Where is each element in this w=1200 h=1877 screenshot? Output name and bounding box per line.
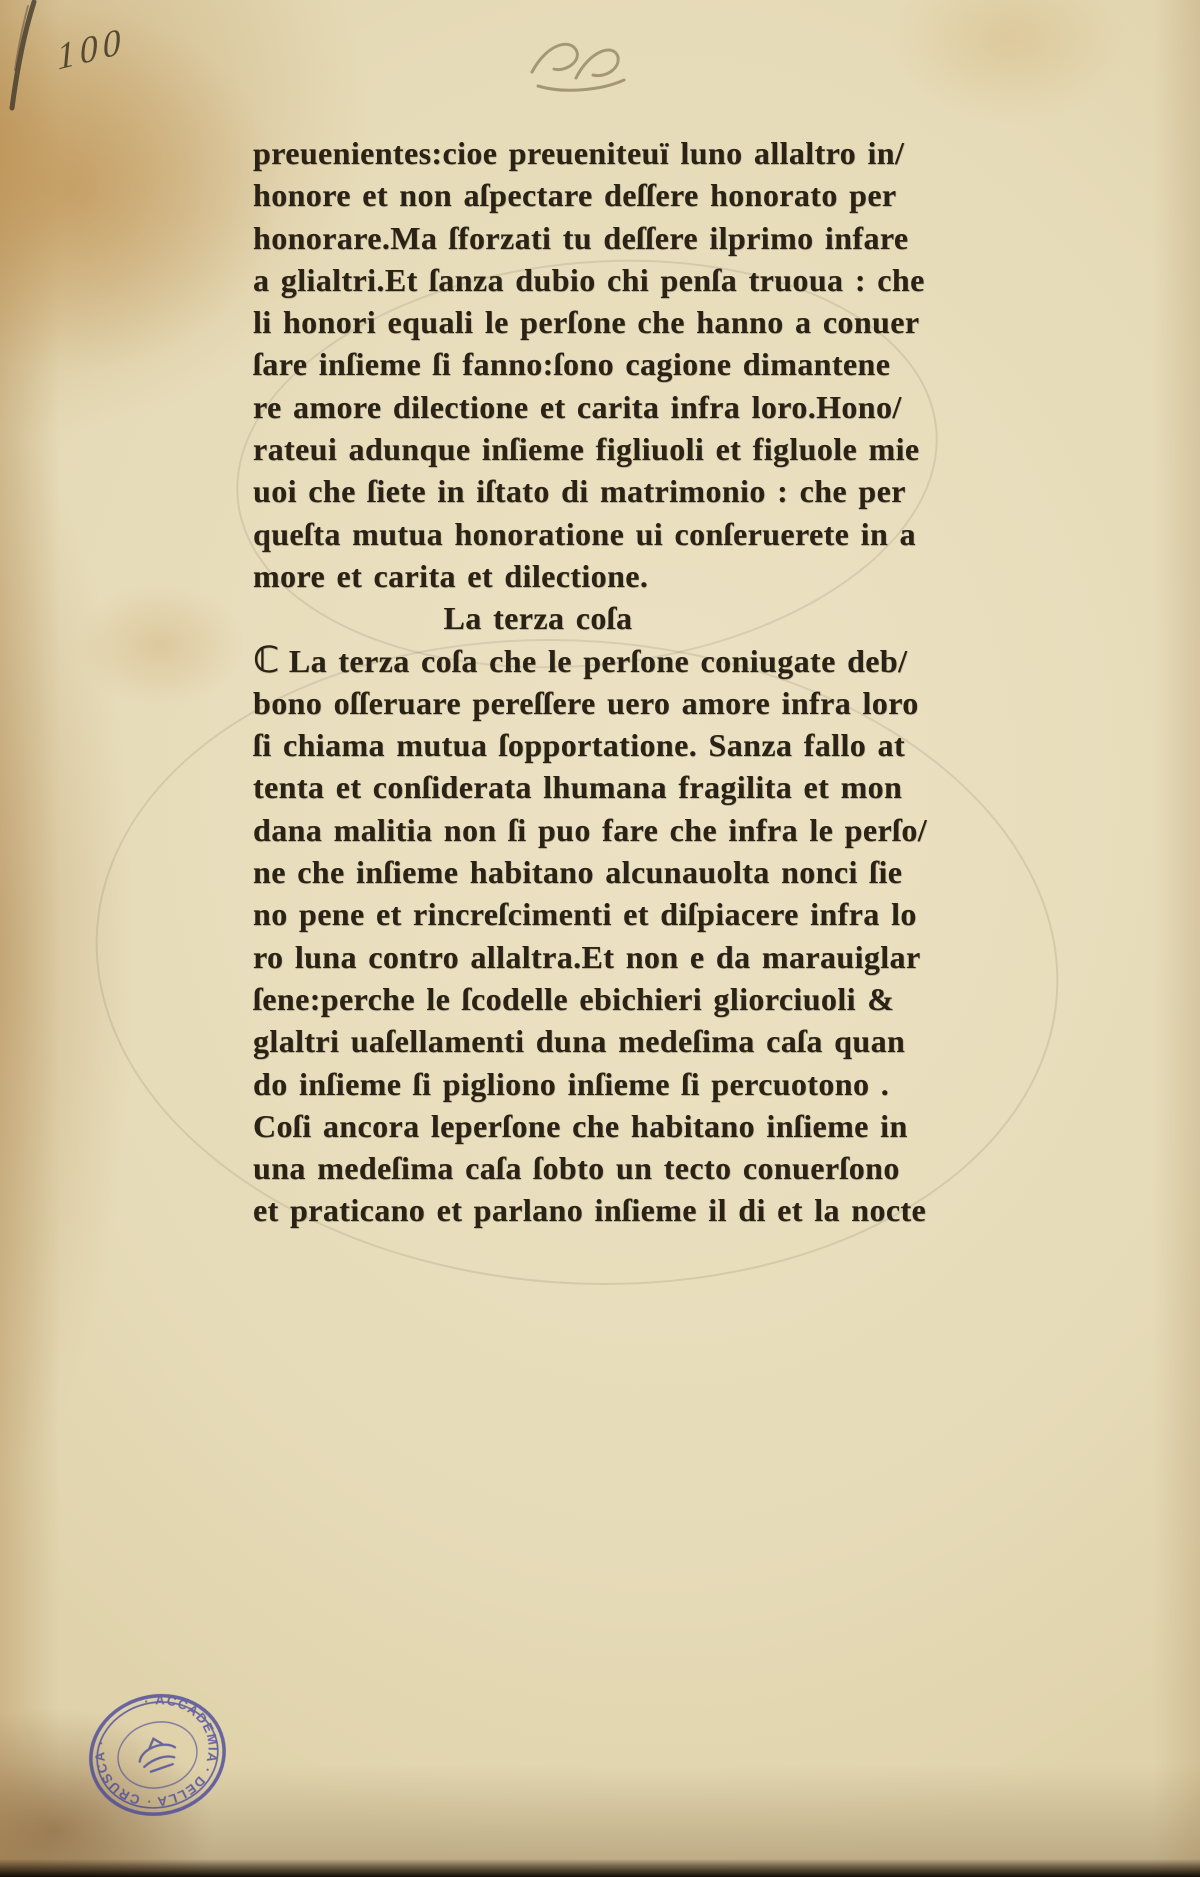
text-line: a glialtri.Et ſanza dubio chi penſa truoua : che [253, 261, 925, 298]
text-line: uoi che ſiete in iſtato di matrimonio : che per [253, 473, 906, 510]
folio-number: 100 [55, 20, 127, 79]
text-line: more et carita et dilectione. [253, 557, 649, 594]
handwritten-mark [520, 30, 640, 100]
text-block [253, 132, 953, 1232]
text-line: rateui adunque inſieme figliuoli et figluole mie [253, 431, 920, 468]
text-line: ſi chiama mutua ſopportatione. Sanza fallo at [253, 727, 906, 764]
text-line: ſare inſieme ſi fanno:ſono cagione dimantene [253, 346, 891, 383]
text-line: do inſieme ſi pigliono inſieme ſi percuotono . [253, 1065, 890, 1102]
text-line: no pene et rincreſcimenti et diſpiacere infra lo [253, 896, 917, 933]
text-line: dana malitia non ſi puo fare che infra le perſo/ [253, 811, 928, 848]
text-line: honore et non aſpectare deſſere honorato per [253, 177, 897, 214]
text-line: ſene:perche le ſcodelle ebichieri gliorciuoli & [253, 980, 895, 1017]
text-line: una medeſima caſa ſobto un tecto conuerſono [253, 1150, 900, 1187]
text-line: li honori equali le perſone che hanno a conuer [253, 304, 920, 341]
svg-text:· ACCADEMIA · DELLA · CRUSCA · [80, 1679, 234, 1823]
text-line: ne che inſieme habitano alcunauolta nonci ſie [253, 854, 903, 891]
stamp-emblem-icon [135, 1734, 179, 1774]
paragraph-mark-icon: ℂ [253, 639, 280, 681]
text-line-content: La terza coſa che le perſone coniugate deb/ [288, 642, 908, 679]
text-line: tenta et conſiderata lhumana fragilita et mon [253, 769, 903, 806]
text-line [253, 640, 953, 682]
text-line: preuenientes:cioe preueniteuï luno allaltro in/ [253, 135, 905, 171]
section-heading: La terza coſa [443, 600, 633, 637]
scan-bottom-edge [0, 1859, 1200, 1877]
text-line: honorare.Ma ſforzati tu deſſere ilprimo infare [253, 219, 909, 256]
stamp-text: · ACCADEMIA · DELLA · CRUSCA · [92, 1692, 221, 1810]
text-line: glaltri uaſellamenti duna medeſima caſa quan [253, 1023, 906, 1060]
text-line: ro luna contro allaltra.Et non e da marauiglar [253, 938, 921, 975]
text-line: et praticano et parlano inſieme il di et la nocte [253, 1192, 927, 1229]
text-line: re amore dilectione et carita infra loro.Hono/ [253, 388, 902, 425]
library-stamp [70, 1676, 245, 1838]
text-line: bono oſſeruare pereſſere uero amore infra loro [253, 684, 919, 721]
text-line: Coſi ancora leperſone che habitano inſieme in [253, 1107, 908, 1144]
text-line: queſta mutua honoratione ui conſeruerete in a [253, 515, 916, 552]
